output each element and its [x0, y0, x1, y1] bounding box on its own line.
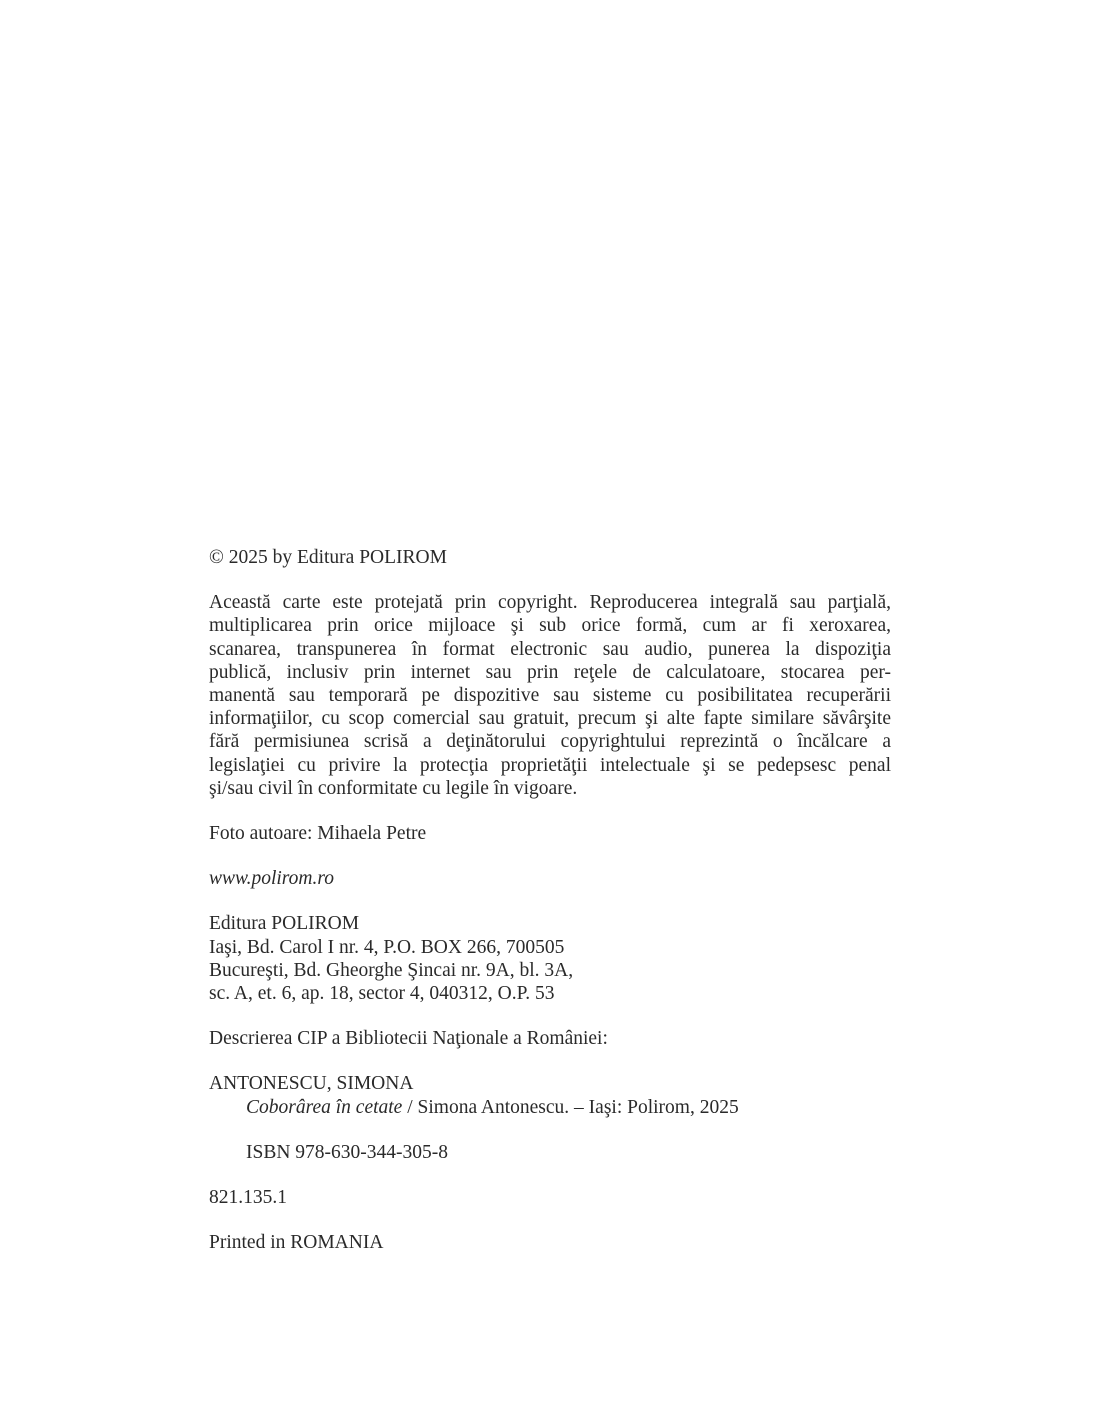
cip-statement: / Simona Antonescu. – Iaşi: Polirom, 2025	[402, 1096, 739, 1118]
cip-author: ANTONESCU, SIMONA	[209, 1073, 414, 1095]
photo-credit: Foto autoare: Mihaela Petre	[209, 823, 427, 845]
legal-notice	[209, 591, 891, 800]
legal-notice-line: şi/sau civil în conformitate cu legile în vigoare.	[209, 777, 578, 799]
publisher-name: Editura POLIROM	[209, 913, 360, 935]
legal-notice-line: fără permisiunea scrisă a deţinătorului copyrightului reprezintă o încălcare a	[209, 731, 891, 753]
book-title: Coborârea în cetate	[246, 1096, 403, 1118]
copyright-page-text	[209, 546, 891, 1254]
publisher-address-iasi: Iaşi, Bd. Carol I nr. 4, P.O. BOX 266, 700505	[209, 936, 565, 958]
legal-notice-line: multiplicarea prin orice mijloace şi sub orice formă, cum ar fi xeroxarea,	[209, 615, 891, 637]
legal-notice-line: Această carte este protejată prin copyright. Reproducerea integrală sau parţială,	[209, 592, 891, 614]
publisher-address-bucuresti-cont: sc. A, et. 6, ap. 18, sector 4, 040312, O.P. 53	[209, 983, 555, 1005]
legal-notice-line: informaţiilor, cu scop comercial sau gratuit, precum şi alte fapte similare săvârşite	[209, 708, 891, 730]
isbn: ISBN 978-630-344-305-8	[246, 1141, 449, 1163]
website-link[interactable]: www.polirom.ro	[209, 868, 334, 890]
publisher-block	[209, 912, 891, 1005]
cip-heading: Descrierea CIP a Bibliotecii Naţionale a României:	[209, 1028, 608, 1050]
legal-notice-line: scanarea, transpunerea în format electronic sau audio, punerea la dispoziţia	[209, 638, 891, 660]
udc-code: 821.135.1	[209, 1187, 287, 1209]
printed-in: Printed in ROMANIA	[209, 1232, 384, 1254]
copyright-notice: © 2025 by Editura POLIROM	[209, 547, 447, 568]
cip-title-line	[209, 1096, 891, 1119]
publisher-address-bucuresti: Bucureşti, Bd. Gheorghe Şincai nr. 9A, bl. 3A,	[209, 959, 574, 981]
legal-notice-line: publică, inclusiv prin internet sau prin reţele de calculatoare, stocarea per-	[209, 661, 891, 683]
legal-notice-line: legislaţiei cu privire la protecţia proprietăţii intelectuale şi se pedepsesc penal	[209, 754, 891, 776]
legal-notice-line: manentă sau temporară pe dispozitive sau sisteme cu posibilitatea recuperării	[209, 685, 891, 707]
